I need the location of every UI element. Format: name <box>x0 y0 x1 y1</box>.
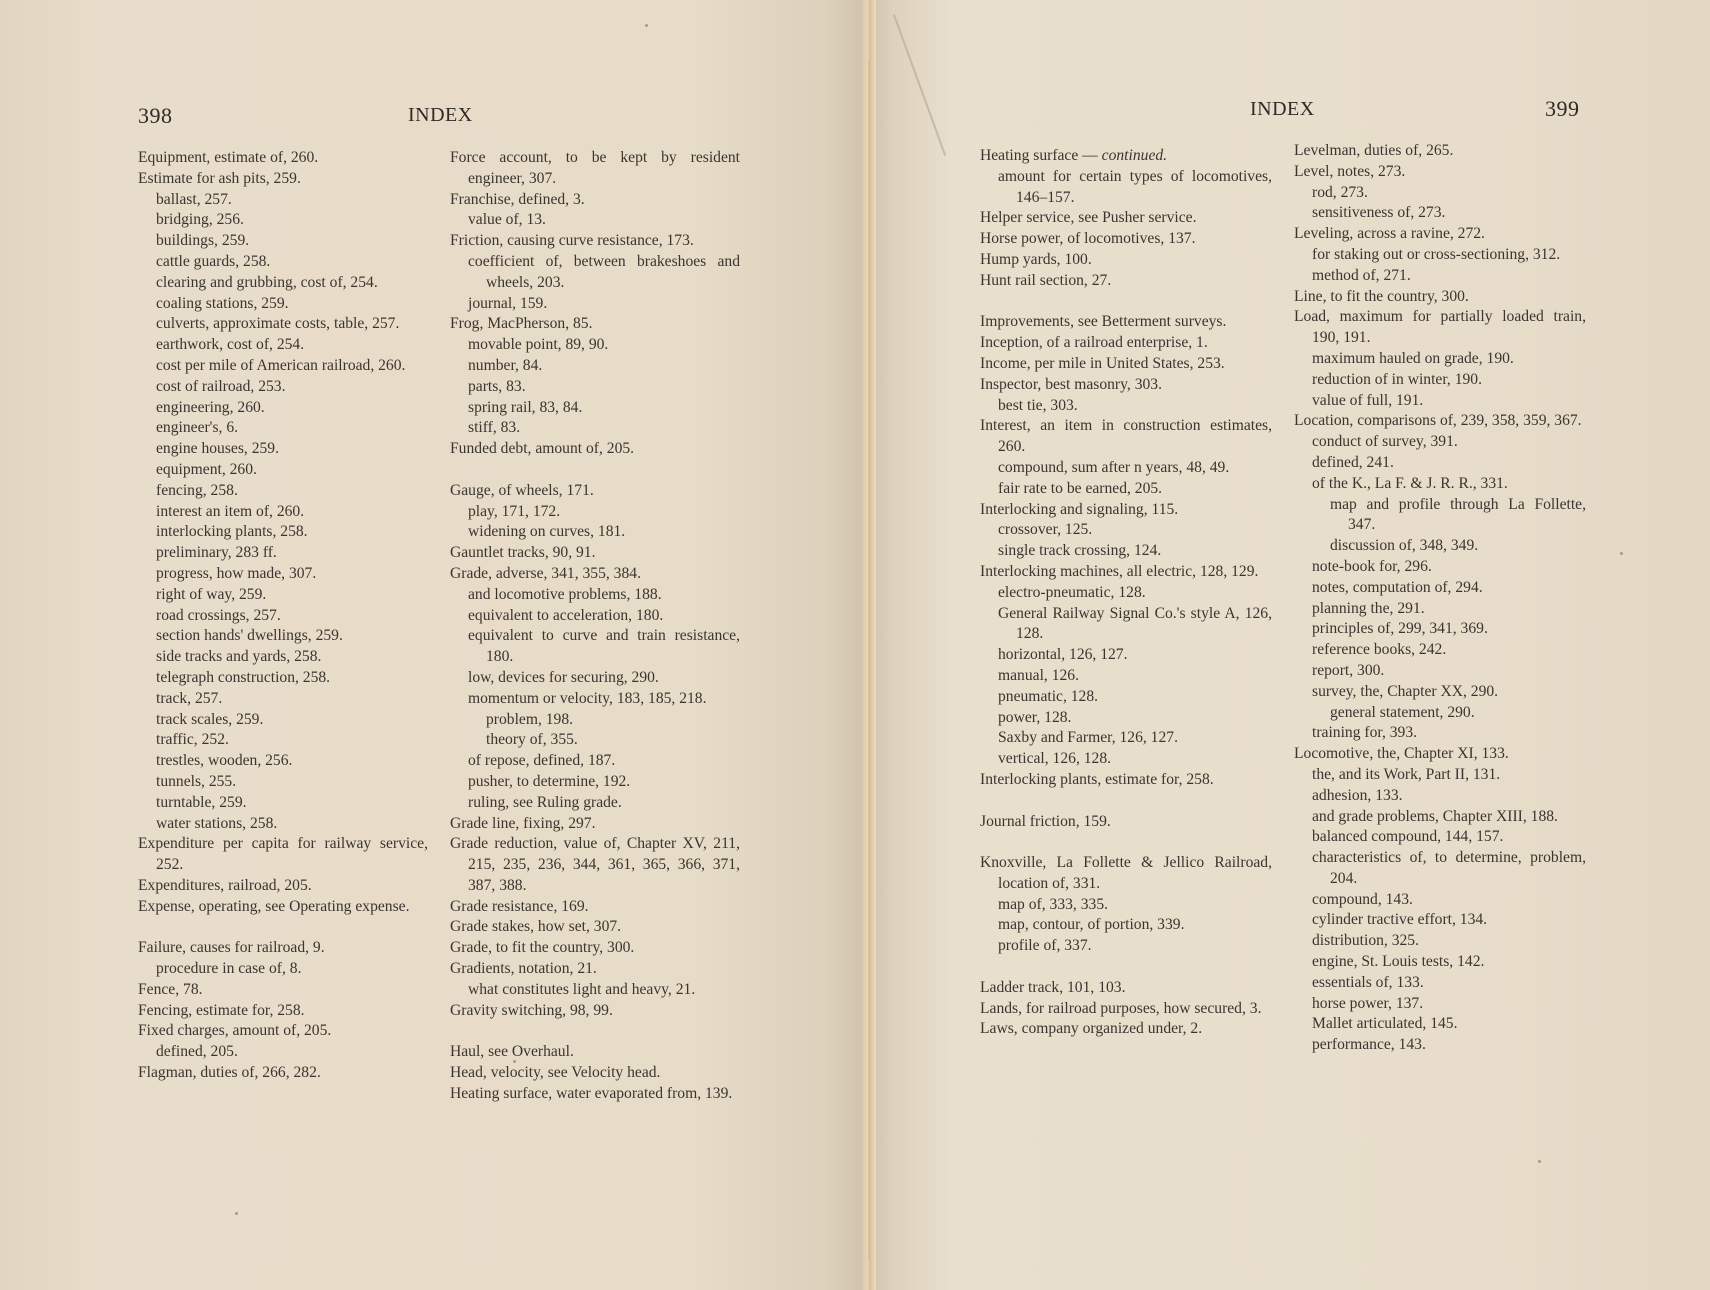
entry-gap <box>450 460 740 481</box>
index-subentry: ruling, see Ruling grade. <box>468 793 622 811</box>
index-entry: Ladder track, 101, 103. <box>980 978 1126 996</box>
index-subentry: distribution, 325. <box>1312 932 1419 950</box>
index-entry: Equipment, estimate of, 260. <box>138 149 319 166</box>
index-subentry: map of, 333, 335. <box>998 895 1109 913</box>
index-entry: Helper service, see Pusher service. <box>980 209 1197 227</box>
entry-gap <box>138 917 428 938</box>
index-entry: Expenditures, railroad, 205. <box>138 876 312 894</box>
index-entry: Interlocking plants, estimate for, 258. <box>980 770 1214 788</box>
index-subentry: General Railway Signal Co.'s style A, 126, 128. <box>998 604 1272 643</box>
index-entry: Location, comparisons of, 239, 358, 359, 367. <box>1294 412 1582 430</box>
index-entry: Head, velocity, see Velocity head. <box>450 1064 661 1082</box>
index-subentry: turntable, 259. <box>156 793 247 811</box>
index-subentry: engineer's, 6. <box>156 419 239 437</box>
index-subentry: adhesion, 133. <box>1312 786 1403 804</box>
index-subentry: road crossings, 257. <box>156 606 281 624</box>
index-subentry: widening on curves, 181. <box>468 523 626 541</box>
index-subentry: horizontal, 126, 127. <box>998 646 1128 664</box>
index-subentry: problem, 198. <box>486 710 574 728</box>
index-entry: Force account, to be kept by resident engineer, 307. <box>450 149 740 187</box>
index-entry: Frog, MacPherson, 85. <box>450 315 593 333</box>
index-entry: Level, notes, 273. <box>1294 162 1406 180</box>
index-subentry: right of way, 259. <box>156 585 267 603</box>
index-subentry: performance, 143. <box>1312 1036 1426 1054</box>
index-subentry: fair rate to be earned, 205. <box>998 479 1163 497</box>
index-entry: Load, maximum for partially loaded train, 190, 191. <box>1294 308 1586 347</box>
index-subentry: bridging, 256. <box>156 211 244 229</box>
paper-speck <box>645 24 648 27</box>
index-entry: Inspector, best masonry, 303. <box>980 375 1162 393</box>
index-subentry: cost per mile of American railroad, 260. <box>156 356 406 374</box>
index-entry: Improvements, see Betterment surveys. <box>980 313 1227 331</box>
index-subentry: ballast, 257. <box>156 190 232 208</box>
index-subentry: map and profile through La Follette, 347. <box>1330 495 1586 534</box>
index-subentry: earthwork, cost of, 254. <box>156 336 305 354</box>
index-subentry: single track crossing, 124. <box>998 542 1162 560</box>
index-subentry: value of full, 191. <box>1312 391 1424 409</box>
index-subentry: coaling stations, 259. <box>156 294 289 312</box>
index-entry: Lands, for railroad purposes, how secured, 3. <box>980 999 1262 1017</box>
index-entry: Hump yards, 100. <box>980 250 1092 268</box>
index-entry: Leveling, across a ravine, 272. <box>1294 225 1485 243</box>
index-subentry: principles of, 299, 341, 369. <box>1312 620 1488 638</box>
index-subentry: best tie, 303. <box>998 396 1078 414</box>
index-entry: Grade stakes, how set, 307. <box>450 918 622 936</box>
index-subentry: pneumatic, 128. <box>998 687 1099 705</box>
index-subentry: planning the, 291. <box>1312 599 1425 617</box>
paper-speck <box>1620 552 1623 555</box>
index-subentry: maximum hauled on grade, 190. <box>1312 349 1514 367</box>
left-running-head: INDEX <box>408 104 473 126</box>
index-subentry: the, and its Work, Part II, 131. <box>1312 765 1501 783</box>
index-subentry: parts, 83. <box>468 377 526 395</box>
index-subentry: number, 84. <box>468 356 543 374</box>
index-entry: Interlocking machines, all electric, 128, 129. <box>980 562 1259 580</box>
index-subentry: discussion of, 348, 349. <box>1330 537 1479 555</box>
right-running-head: INDEX <box>1250 98 1315 120</box>
index-entry: Line, to fit the country, 300. <box>1294 287 1469 305</box>
index-subentry: Saxby and Farmer, 126, 127. <box>998 729 1178 747</box>
index-subentry: compound, sum after n years, 48, 49. <box>998 458 1230 476</box>
index-subentry: side tracks and yards, 258. <box>156 648 322 666</box>
index-subentry: trestles, wooden, 256. <box>156 752 293 770</box>
index-subentry: defined, 241. <box>1312 453 1394 471</box>
index-subentry: equipment, 260. <box>156 460 257 478</box>
entry-gap <box>980 791 1272 812</box>
index-subentry: cattle guards, 258. <box>156 252 271 270</box>
index-subentry: crossover, 125. <box>998 521 1093 539</box>
index-column-left-1 <box>138 148 428 1084</box>
index-subentry: map, contour, of portion, 339. <box>998 916 1185 934</box>
index-subentry: profile of, 337. <box>998 937 1092 955</box>
index-subentry: for staking out or cross-sectioning, 312. <box>1312 245 1561 263</box>
index-entry: Income, per mile in United States, 253. <box>980 354 1225 372</box>
index-entry: Locomotive, the, Chapter XI, 133. <box>1294 745 1509 763</box>
index-subentry: cost of railroad, 253. <box>156 377 286 395</box>
index-subentry: tunnels, 255. <box>156 772 237 790</box>
index-entry: Failure, causes for railroad, 9. <box>138 939 325 957</box>
index-subentry: track scales, 259. <box>156 710 264 728</box>
entry-gap <box>980 832 1272 853</box>
index-subentry: preliminary, 283 ff. <box>156 544 277 562</box>
index-subentry: water stations, 258. <box>156 814 278 832</box>
index-entry: Gradients, notation, 21. <box>450 960 597 978</box>
index-subentry: equivalent to acceleration, 180. <box>468 606 664 624</box>
index-entry: Franchise, defined, 3. <box>450 190 585 208</box>
index-entry: Grade, adverse, 341, 355, 384. <box>450 564 641 582</box>
index-subentry: section hands' dwellings, 259. <box>156 627 343 645</box>
index-entry: Horse power, of locomotives, 137. <box>980 230 1196 248</box>
index-entry: Friction, causing curve resistance, 173. <box>450 232 694 250</box>
index-subentry: value of, 13. <box>468 211 546 229</box>
index-entry: Fixed charges, amount of, 205. <box>138 1022 332 1040</box>
index-subentry: clearing and grubbing, cost of, 254. <box>156 273 378 291</box>
index-entry: Flagman, duties of, 266, 282. <box>138 1064 321 1082</box>
index-subentry: electro-pneumatic, 128. <box>998 583 1146 601</box>
index-entry: Expense, operating, see Operating expense. <box>138 897 410 915</box>
index-subentry: survey, the, Chapter XX, 290. <box>1312 682 1499 700</box>
index-subentry: spring rail, 83, 84. <box>468 398 583 416</box>
index-subentry: horse power, 137. <box>1312 994 1424 1012</box>
index-subentry: of the K., La F. & J. R. R., 331. <box>1312 474 1508 492</box>
index-subentry: movable point, 89, 90. <box>468 336 609 354</box>
index-subentry: and grade problems, Chapter XIII, 188. <box>1312 807 1558 825</box>
continued-label: continued. <box>1101 147 1168 164</box>
index-entry: Interest, an item in construction estimates, 260. <box>980 417 1272 456</box>
index-entry: Journal friction, 159. <box>980 812 1111 830</box>
index-entry: Heating surface, water evaporated from, 139. <box>450 1084 733 1102</box>
index-subentry: and locomotive problems, 188. <box>468 585 662 603</box>
index-entry: Levelman, duties of, 265. <box>1294 142 1454 159</box>
index-subentry: what constitutes light and heavy, 21. <box>468 980 696 998</box>
index-subentry: engineering, 260. <box>156 398 265 416</box>
paper-speck <box>235 1212 238 1215</box>
index-subentry: fencing, 258. <box>156 481 238 499</box>
index-subentry: play, 171, 172. <box>468 502 561 520</box>
index-subentry: momentum or velocity, 183, 185, 218. <box>468 689 707 707</box>
index-subentry: power, 128. <box>998 708 1072 726</box>
index-subentry: cylinder tractive effort, 134. <box>1312 911 1488 929</box>
left-page-number: 398 <box>138 103 173 128</box>
index-subentry: reduction of in winter, 190. <box>1312 370 1483 388</box>
index-entry: Inception, of a railroad enterprise, 1. <box>980 334 1208 352</box>
index-column-left-2 <box>450 148 740 1105</box>
entry-gap <box>980 292 1272 313</box>
index-subentry: report, 300. <box>1312 661 1385 679</box>
index-subentry: pusher, to determine, 192. <box>468 772 631 790</box>
index-entry: Grade reduction, value of, Chapter XV, 211, 215, 235, 236, 344, 361, 365, 366, 371, 387, 388. <box>450 835 740 894</box>
index-subentry: manual, 126. <box>998 666 1079 684</box>
index-subentry: culverts, approximate costs, table, 257. <box>156 315 400 333</box>
index-subentry: vertical, 126, 128. <box>998 750 1112 768</box>
index-entry: Estimate for ash pits, 259. <box>138 169 301 187</box>
index-subentry: method of, 271. <box>1312 266 1411 284</box>
index-entry: Grade resistance, 169. <box>450 897 589 915</box>
index-subentry: theory of, 355. <box>486 731 578 749</box>
index-subentry: journal, 159. <box>468 294 548 312</box>
index-entry: Laws, company organized under, 2. <box>980 1020 1203 1038</box>
index-entry: Haul, see Overhaul. <box>450 1043 574 1061</box>
index-subentry: characteristics of, to determine, problem, 204. <box>1312 849 1586 887</box>
entry-gap <box>450 1021 740 1042</box>
index-entry: Expenditure per capita for railway service, 252. <box>138 835 428 874</box>
index-entry: Gauge, of wheels, 171. <box>450 481 594 499</box>
index-entry: Fence, 78. <box>138 980 203 998</box>
index-subentry: stiff, 83. <box>468 419 521 437</box>
index-entry: Heating surface — continued. <box>980 147 1168 164</box>
index-subentry: defined, 205. <box>156 1043 238 1061</box>
index-subentry: essentials of, 133. <box>1312 973 1424 991</box>
index-subentry: general statement, 290. <box>1330 703 1475 721</box>
index-subentry: procedure in case of, 8. <box>156 960 302 978</box>
index-subentry: training for, 393. <box>1312 724 1418 742</box>
binding-thread <box>868 60 870 1260</box>
index-entry: Funded debt, amount of, 205. <box>450 440 635 458</box>
index-subentry: traffic, 252. <box>156 731 229 749</box>
index-subentry: progress, how made, 307. <box>156 564 317 582</box>
index-subentry: of repose, defined, 187. <box>468 752 616 770</box>
index-entry: Interlocking and signaling, 115. <box>980 500 1179 518</box>
index-subentry: coefficient of, between brakeshoes and wheels, 203. <box>468 252 740 291</box>
index-subentry: rod, 273. <box>1312 183 1368 201</box>
index-subentry: track, 257. <box>156 689 223 707</box>
index-subentry: interlocking plants, 258. <box>156 523 308 541</box>
index-subentry: interest an item of, 260. <box>156 502 305 520</box>
index-subentry: note-book for, 296. <box>1312 557 1432 575</box>
index-subentry: buildings, 259. <box>156 232 250 250</box>
index-subentry: compound, 143. <box>1312 890 1413 908</box>
index-entry: Gravity switching, 98, 99. <box>450 1001 613 1019</box>
index-subentry: low, devices for securing, 290. <box>468 668 659 686</box>
index-subentry: reference books, 242. <box>1312 641 1447 659</box>
paper-speck <box>1538 1160 1541 1163</box>
index-entry: Hunt rail section, 27. <box>980 271 1112 289</box>
index-column-right-2 <box>1294 141 1586 1056</box>
index-subentry: amount for certain types of locomotives, 146–157. <box>998 167 1272 206</box>
entry-gap <box>980 957 1272 978</box>
index-subentry: Mallet articulated, 145. <box>1312 1015 1458 1033</box>
index-subentry: conduct of survey, 391. <box>1312 433 1458 451</box>
index-subentry: notes, computation of, 294. <box>1312 578 1483 596</box>
index-entry: Grade, to fit the country, 300. <box>450 939 635 957</box>
index-subentry: telegraph construction, 258. <box>156 668 331 686</box>
right-page-number: 399 <box>1545 96 1580 121</box>
index-entry: Grade line, fixing, 297. <box>450 814 596 832</box>
index-subentry: sensitiveness of, 273. <box>1312 204 1446 222</box>
index-subentry: engine, St. Louis tests, 142. <box>1312 953 1485 971</box>
index-entry: Gauntlet tracks, 90, 91. <box>450 544 596 562</box>
index-subentry: engine houses, 259. <box>156 440 279 458</box>
index-subentry: equivalent to curve and train resistance, 180. <box>468 627 740 666</box>
index-entry: Knoxville, La Follette & Jellico Railroad, location of, 331. <box>980 854 1272 892</box>
index-column-right-1 <box>980 146 1272 1040</box>
index-subentry: balanced compound, 144, 157. <box>1312 828 1504 846</box>
index-entry: Fencing, estimate for, 258. <box>138 1001 305 1019</box>
